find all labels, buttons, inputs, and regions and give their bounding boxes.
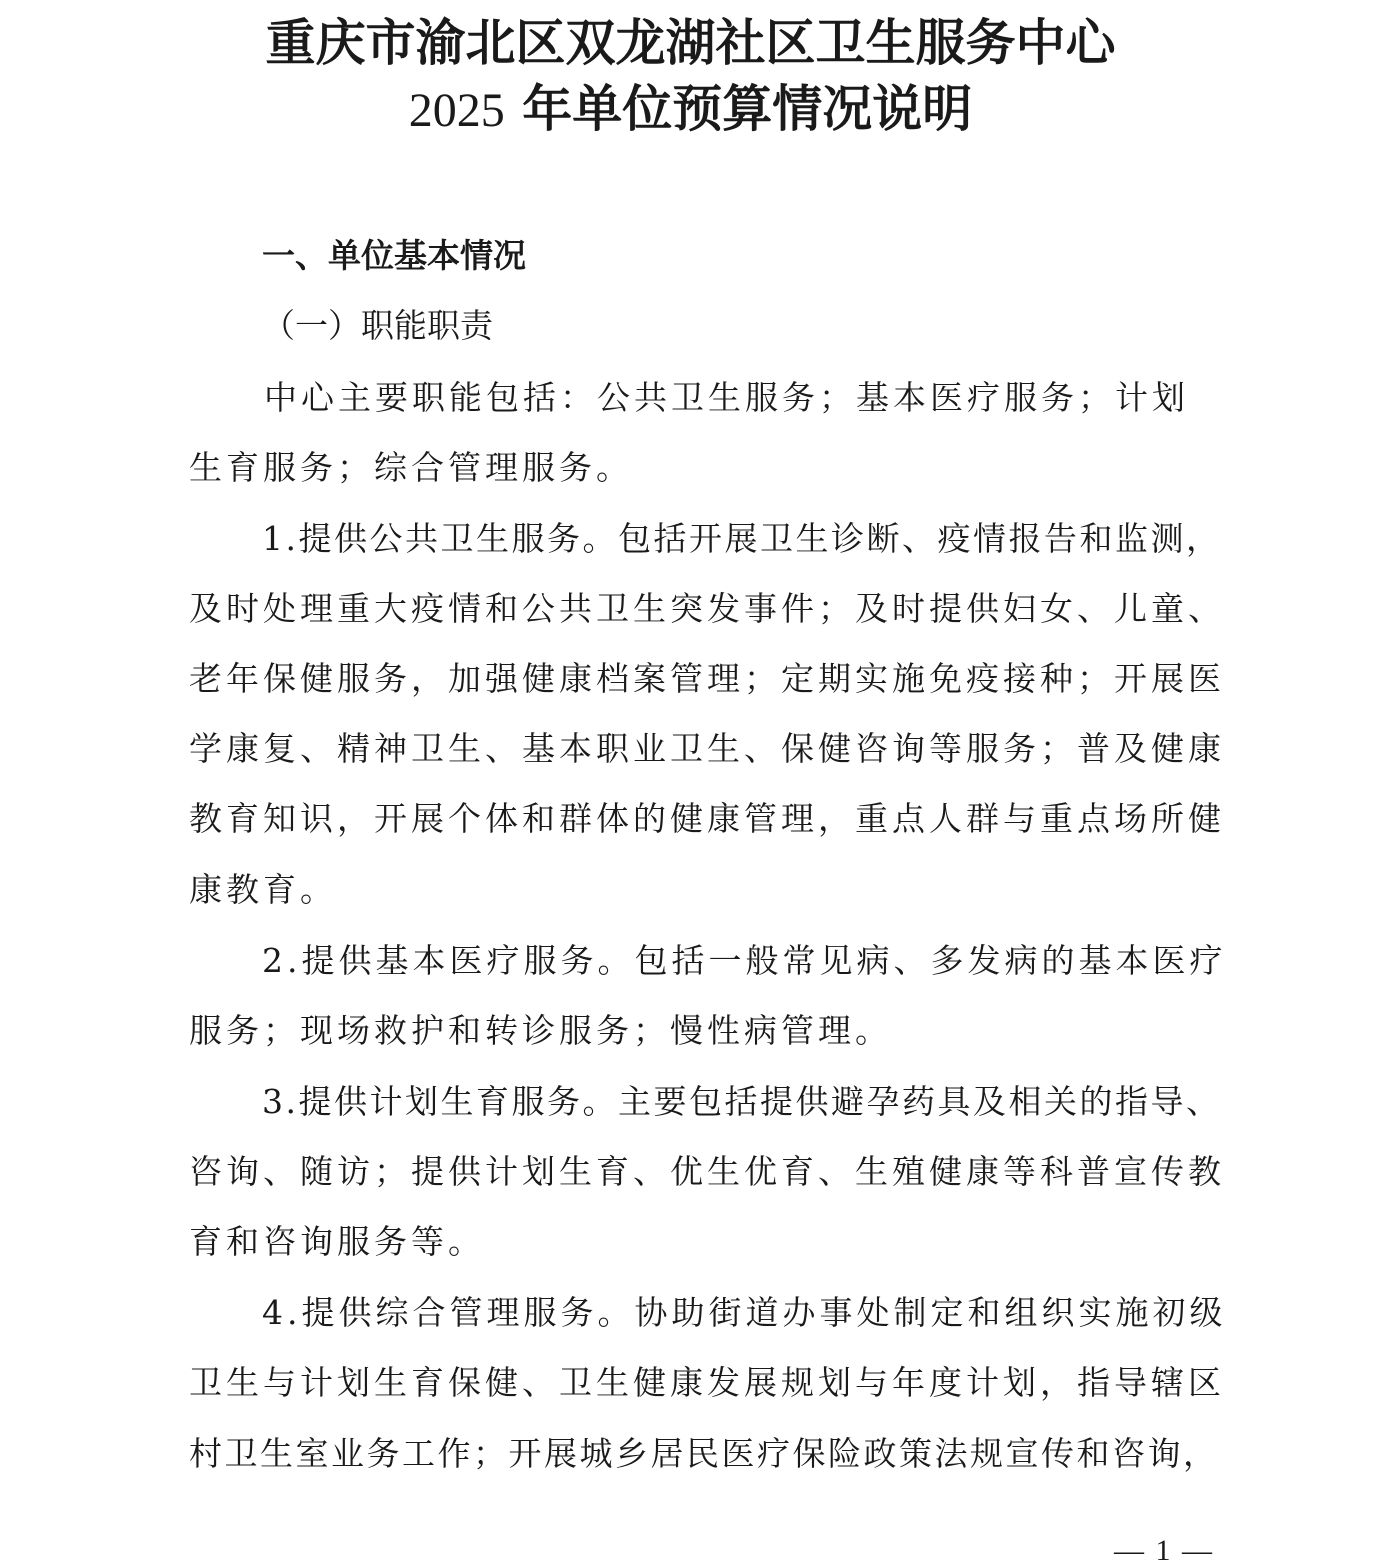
section-heading: 一、单位基本情况 — [262, 236, 526, 275]
body-line: 中心主要职能包括：公共卫生服务；基本医疗服务；计划 — [264, 378, 1189, 417]
body-line: 康教育。 — [189, 870, 337, 909]
body-line: 1.提供公共卫生服务。包括开展卫生诊断、疫情报告和监测， — [262, 519, 1222, 558]
body-line: 2.提供基本医疗服务。包括一般常见病、多发病的基本医疗 — [262, 941, 1227, 980]
body-line: 4.提供综合管理服务。协助街道办事处制定和组织实施初级 — [262, 1293, 1227, 1332]
body-line: 老年保健服务，加强健康档案管理；定期实施免疫接种；开展医 — [189, 659, 1225, 698]
body-line: 及时处理重大疫情和公共卫生突发事件；及时提供妇女、儿童、 — [189, 589, 1225, 628]
title-year: 2025 — [408, 84, 505, 137]
body-line: 咨询、随访；提供计划生育、优生优育、生殖健康等科普宣传教 — [189, 1152, 1225, 1191]
subsection-heading: （一）职能职责 — [262, 306, 493, 345]
body-line: 服务；现场救护和转诊服务；慢性病管理。 — [189, 1011, 892, 1050]
body-line: 3.提供计划生育服务。主要包括提供避孕药具及相关的指导、 — [262, 1082, 1222, 1121]
body-line: 村卫生室业务工作；开展城乡居民医疗保险政策法规宣传和咨询， — [189, 1434, 1219, 1473]
body-line: 卫生与计划生育保健、卫生健康发展规划与年度计划，指导辖区 — [189, 1363, 1225, 1402]
document-title-line-1: 重庆市渝北区双龙湖社区卫生服务中心 — [265, 13, 1116, 72]
document-title-line-2 — [0, 79, 1399, 138]
body-line: 生育服务；综合管理服务。 — [189, 448, 633, 487]
body-line: 育和咨询服务等。 — [189, 1222, 485, 1261]
body-line: 学康复、精神卫生、基本职业卫生、保健咨询等服务；普及健康 — [189, 729, 1225, 768]
title-rest: 年单位预算情况说明 — [504, 79, 973, 138]
page-number: — 1 — — [1114, 1534, 1214, 1567]
body-line: 教育知识，开展个体和群体的健康管理，重点人群与重点场所健 — [189, 799, 1225, 838]
